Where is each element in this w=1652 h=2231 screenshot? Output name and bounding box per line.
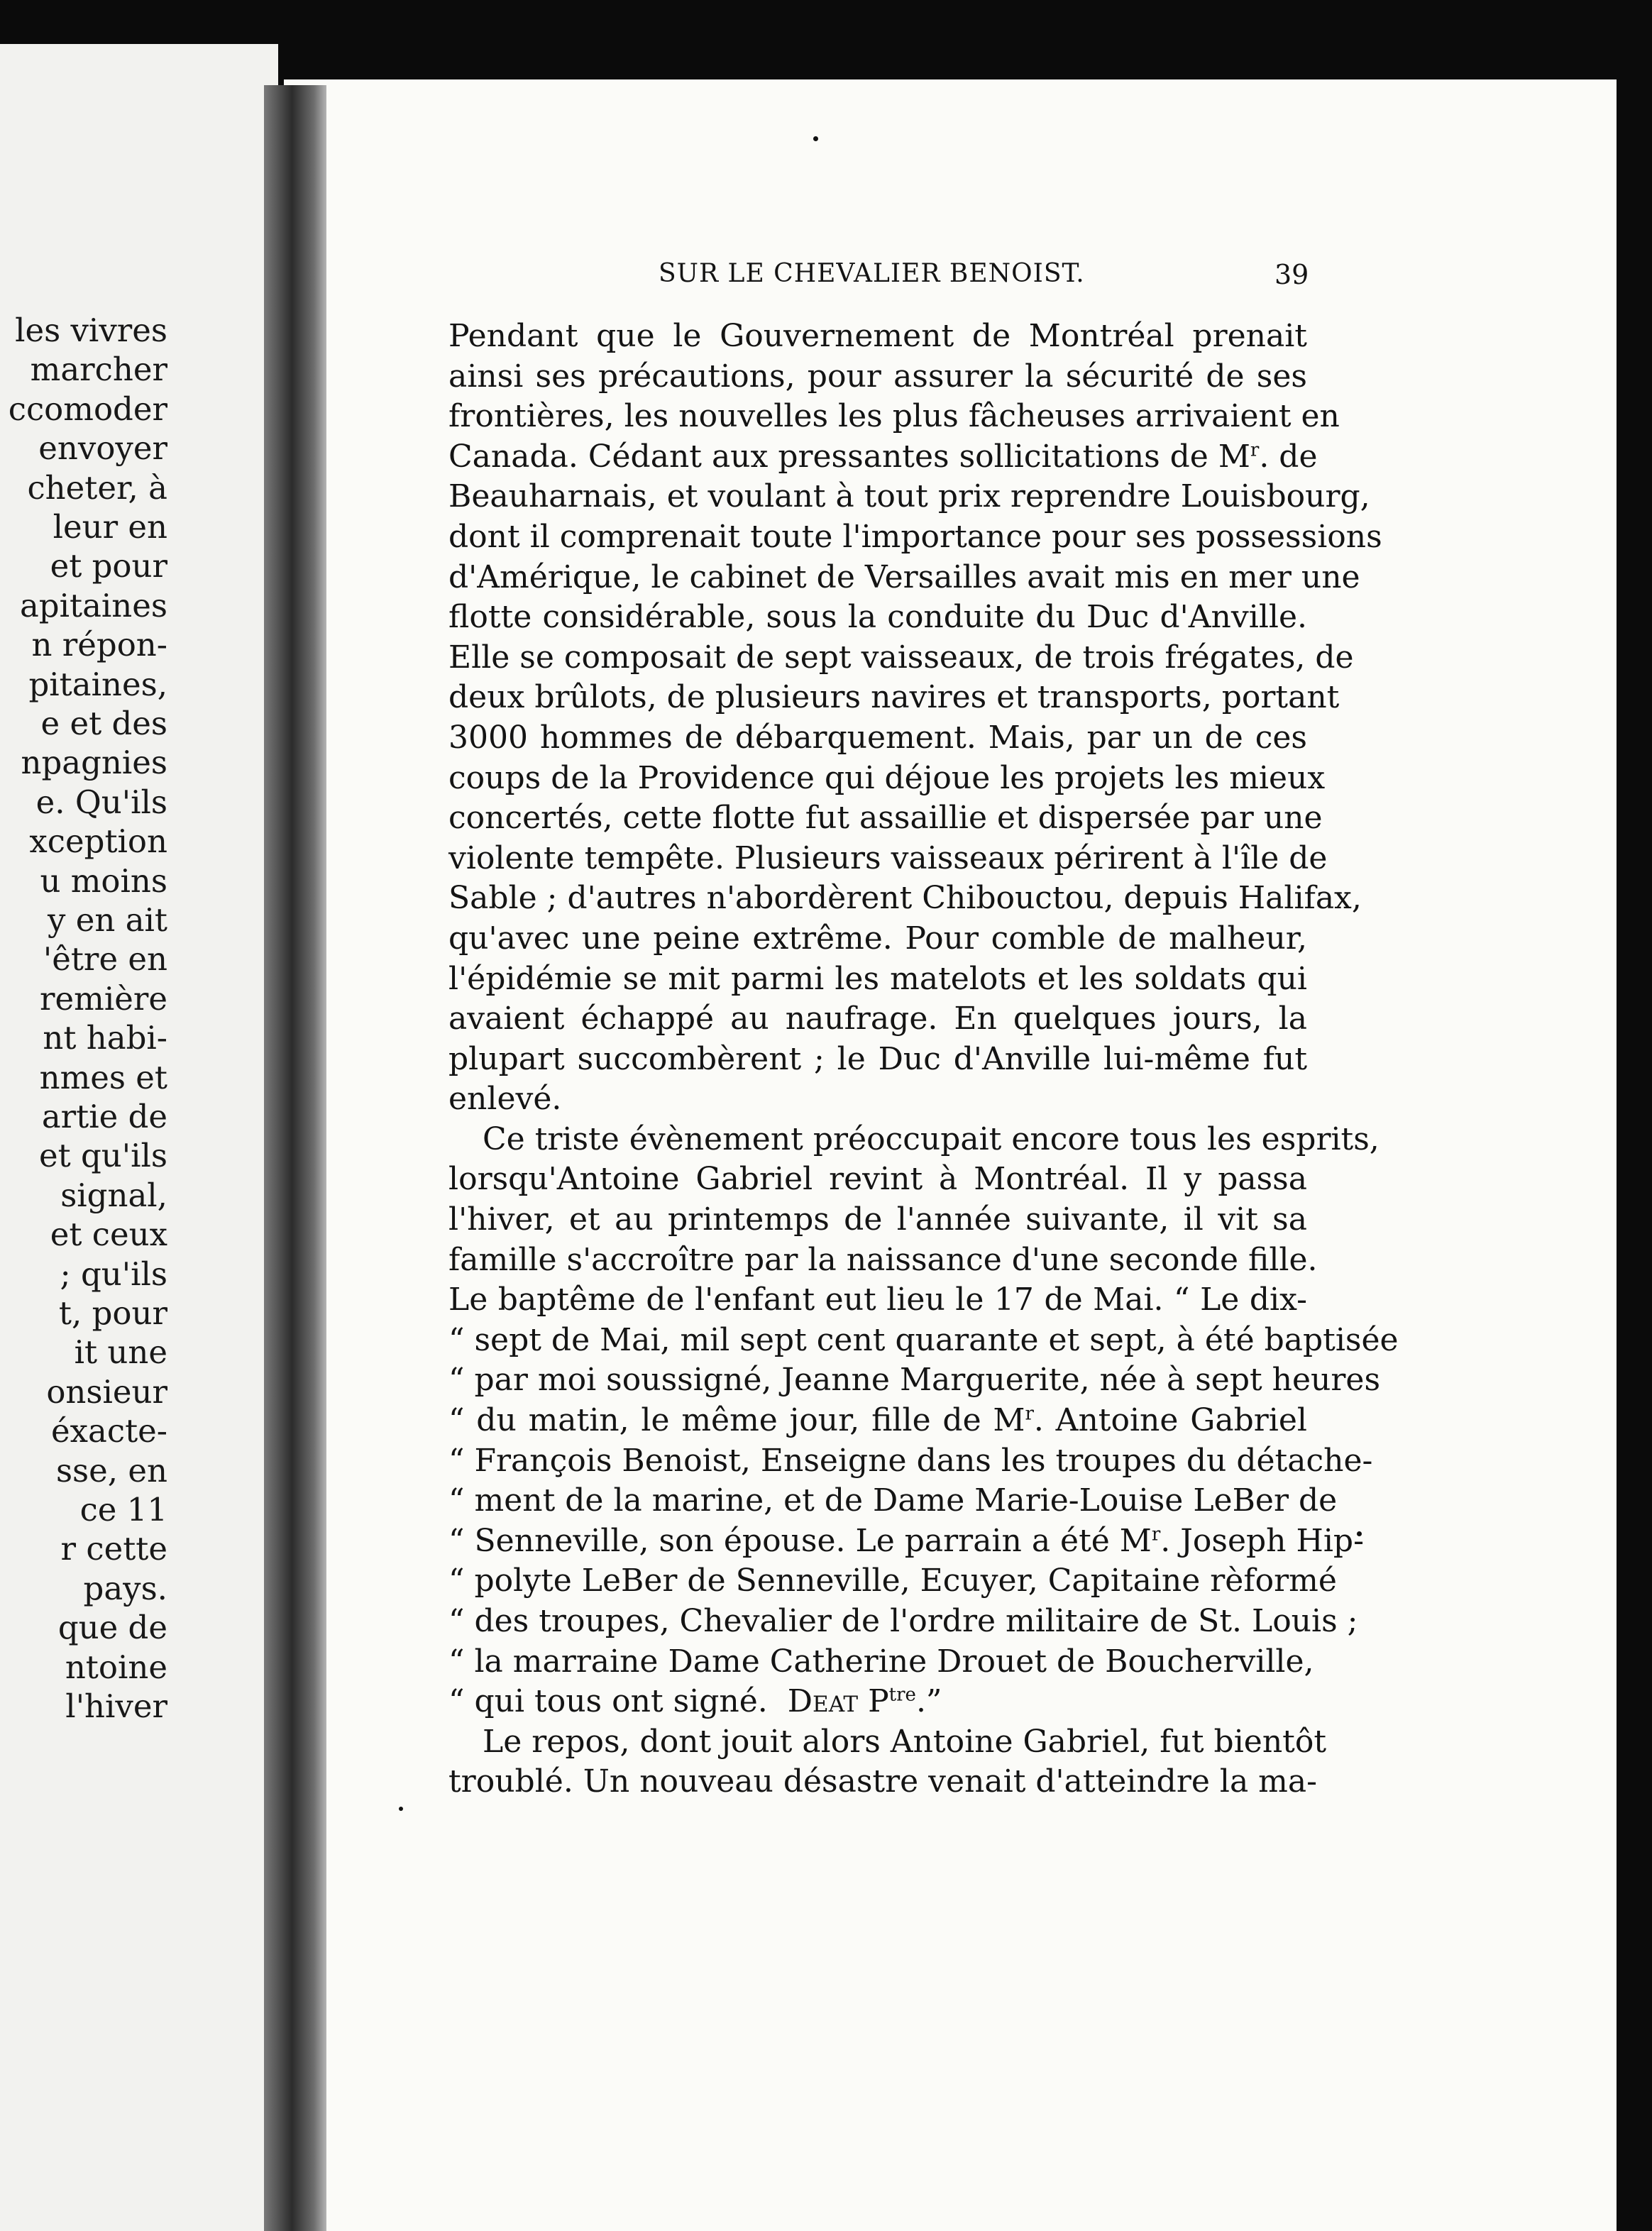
text-line: “ ment de la marine, et de Dame Marie-Louise LeBer de	[448, 1482, 1338, 1519]
previous-page-line: it une	[74, 1333, 167, 1372]
text-line: “ sept de Mai, mil sept cent quarante et sept, à été baptisée	[448, 1321, 1399, 1358]
text-line: qu'avec une peine extrême. Pour comble de malheur,	[448, 920, 1307, 957]
previous-page-line: les vivres	[15, 312, 167, 349]
previous-page-line: l'hiver	[65, 1687, 167, 1725]
previous-page-line: signal,	[60, 1176, 167, 1214]
text-line: famille s'accroître par la naissance d'une seconde fille.	[448, 1241, 1318, 1278]
text-line: troublé. Un nouveau désastre venait d'atteindre la ma-	[448, 1763, 1318, 1800]
previous-page-line: ntoine	[65, 1648, 167, 1686]
previous-page-line: e. Qu'ils	[35, 783, 167, 821]
text-line: “ des troupes, Chevalier de l'ordre militaire de St. Louis ;	[448, 1603, 1358, 1639]
text-line: dont il comprenait toute l'importance pour ses possessions	[448, 518, 1382, 555]
speck	[813, 136, 818, 141]
previous-page-line: onsieur	[46, 1372, 167, 1411]
previous-page-line: que de	[57, 1609, 167, 1647]
previous-page-line: npagnies	[21, 744, 167, 782]
text-line: plupart succombèrent ; le Duc d'Anville lui-même fut	[448, 1040, 1307, 1077]
text-line: “ par moi soussigné, Jeanne Marguerite, née à sept heures	[448, 1362, 1381, 1399]
running-head: SUR LE CHEVALIER BENOIST.	[659, 259, 1085, 288]
text-line: “ François Benoist, Enseigne dans les troupes du détache-	[448, 1442, 1373, 1479]
text-line: Elle se composait de sept vaisseaux, de trois frégates, de	[448, 639, 1354, 676]
previous-page-line: u moins	[40, 861, 167, 900]
text-line: coups de la Providence qui déjoue les projets les mieux	[448, 759, 1326, 796]
text-line: l'épidémie se mit parmi les matelots et les soldats qui	[448, 960, 1307, 997]
previous-page-line: 'être en	[43, 940, 167, 979]
text-line: d'Amérique, le cabinet de Versailles avait mis en mer une	[448, 558, 1360, 595]
previous-page-line: xception	[29, 822, 167, 861]
previous-page-line: pitaines,	[28, 665, 167, 703]
body-text	[448, 316, 1399, 1802]
previous-page-line: apitaines	[19, 586, 167, 624]
text-line: avaient échappé au naufrage. En quelques jours, la	[448, 1001, 1307, 1037]
text-line: “ du matin, le même jour, fille de $M^r$. Antoine Gabriel	[448, 1402, 1307, 1439]
text-line: lorsqu'Antoine Gabriel revint à Montréal. Il y passa	[448, 1161, 1307, 1198]
previous-page-line: pays.	[83, 1569, 167, 1607]
previous-page-line: et qu'ils	[38, 1137, 167, 1175]
previous-page-line: t, pour	[58, 1294, 167, 1332]
text-line: Beauharnais, et voulant à tout prix reprendre Louisbourg,	[448, 478, 1370, 515]
previous-page-line: leur en	[53, 508, 167, 546]
previous-page-line: e et des	[40, 705, 167, 742]
previous-page-line: cheter, à	[27, 468, 167, 507]
book-gutter	[264, 85, 326, 2231]
text-line: flotte considérable, sous la conduite du Duc d'Anville.	[448, 599, 1307, 636]
previous-page-line: marcher	[30, 351, 167, 389]
previous-page-line: r cette	[60, 1530, 167, 1568]
text-line: Ce triste évènement préoccupait encore tous les esprits,	[483, 1120, 1380, 1157]
previous-page-line: éxacte-	[51, 1412, 167, 1450]
text-line: concertés, cette flotte fut assaillie et dispersée par une	[448, 800, 1323, 837]
previous-page-line: envoyer	[38, 429, 167, 468]
text-line: Sable ; d'autres n'abordèrent Chibouctou, depuis Halifax,	[448, 880, 1362, 917]
text-line: 3000 hommes de débarquement. Mais, par un de ces	[448, 719, 1307, 756]
text-line: l'hiver, et au printemps de l'année suivante, il vit sa	[448, 1201, 1307, 1238]
text-line: “ Senneville, son épouse. Le parrain a été $M^r$. Joseph Hip-	[448, 1522, 1364, 1559]
page-number: 39	[1274, 259, 1309, 290]
previous-page-line: nt habi-	[43, 1019, 167, 1057]
text-line: “ la marraine Dame Catherine Drouet de Boucherville,	[448, 1643, 1314, 1680]
text-line: deux brûlots, de plusieurs navires et transports, portant	[448, 679, 1340, 716]
text-line: “ polyte LeBer de Senneville, Ecuyer, Capitaine rèformé	[448, 1563, 1337, 1599]
previous-page-line: ce 11	[79, 1491, 167, 1528]
text-line: enlevé.	[448, 1081, 562, 1118]
previous-page-line: y en ait	[48, 901, 167, 939]
previous-page-line: et ceux	[50, 1216, 167, 1254]
text-line: Le baptême de l'enfant eut lieu le 17 de Mai. “ Le dix-	[448, 1282, 1307, 1318]
text-line: “ qui tous ont signé. Deat $P^{tre}$.”	[448, 1683, 942, 1720]
text-line: Le repos, dont jouit alors Antoine Gabriel, fut bientôt	[483, 1723, 1327, 1760]
text-line: Pendant que le Gouvernement de Montréal prenait	[448, 318, 1307, 354]
previous-page-line: remière	[40, 979, 167, 1018]
previous-page-line: artie de	[41, 1098, 167, 1135]
previous-page-line: ccomoder	[8, 390, 167, 428]
text-line: frontières, les nouvelles les plus fâcheuses arrivaient en	[448, 398, 1340, 435]
previous-page-line: n répon-	[31, 626, 167, 664]
text-line: ainsi ses précautions, pour assurer la sécurité de ses	[448, 358, 1307, 395]
text-line: violente tempête. Plusieurs vaisseaux périrent à l'île de	[448, 839, 1328, 876]
previous-page-line: et pour	[50, 547, 167, 585]
previous-page-line: sse, en	[55, 1451, 167, 1489]
signature: Deat	[787, 1683, 859, 1720]
previous-page-line: ; qu'ils	[60, 1255, 167, 1293]
text-line: Canada. Cédant aux pressantes sollicitations de $M^r$. de	[448, 438, 1318, 475]
speck	[399, 1807, 403, 1811]
previous-page-line: nmes et	[39, 1058, 167, 1096]
